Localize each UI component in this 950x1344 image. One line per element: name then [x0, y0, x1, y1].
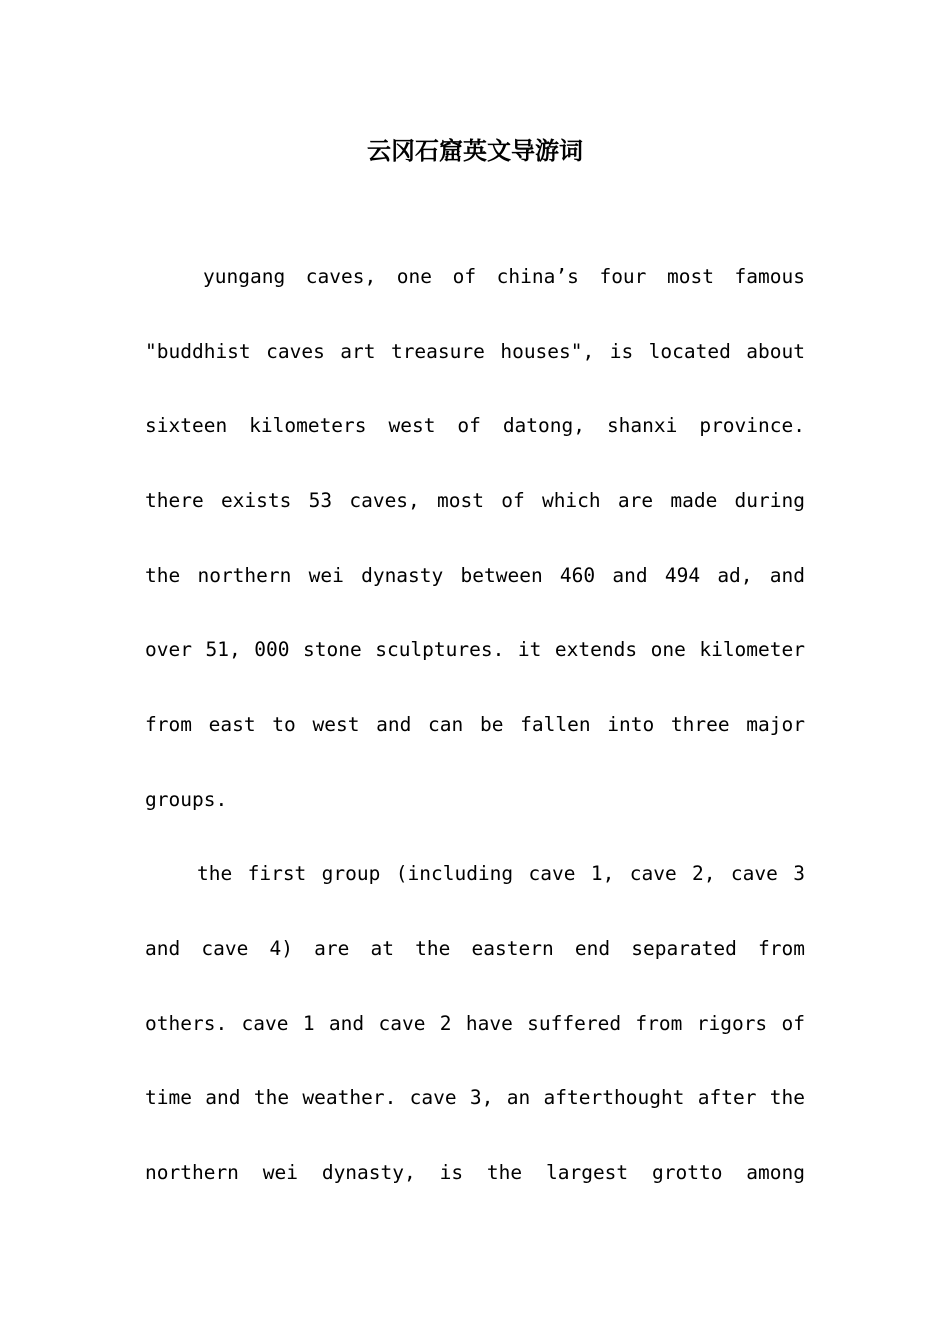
text-line: and cave 4) are at the eastern end separated from: [145, 937, 805, 960]
text-line: yungang caves, one of china’s four most famous: [203, 265, 805, 288]
text-line: time and the weather. cave 3, an afterthought after the: [145, 1086, 805, 1109]
text-line: there exists 53 caves, most of which are made during: [145, 489, 805, 512]
text-line: over 51, 000 stone sculptures. it extends one kilometer: [145, 638, 805, 661]
text-line: from east to west and can be fallen into three major: [145, 713, 805, 736]
text-line: groups.: [145, 788, 228, 811]
text-line: others. cave 1 and cave 2 have suffered from rigors of: [145, 1012, 805, 1035]
text-line: the northern wei dynasty between 460 and 494 ad, and: [145, 564, 805, 587]
text-line: sixteen kilometers west of datong, shanxi province.: [145, 414, 805, 437]
page-title: 云冈石窟英文导游词: [367, 136, 583, 165]
text-line: the first group (including cave 1, cave 2, cave 3: [197, 862, 805, 885]
text-line: northern wei dynasty, is the largest grotto among: [145, 1161, 805, 1184]
text-line: "buddhist caves art treasure houses", is located about: [145, 340, 805, 363]
